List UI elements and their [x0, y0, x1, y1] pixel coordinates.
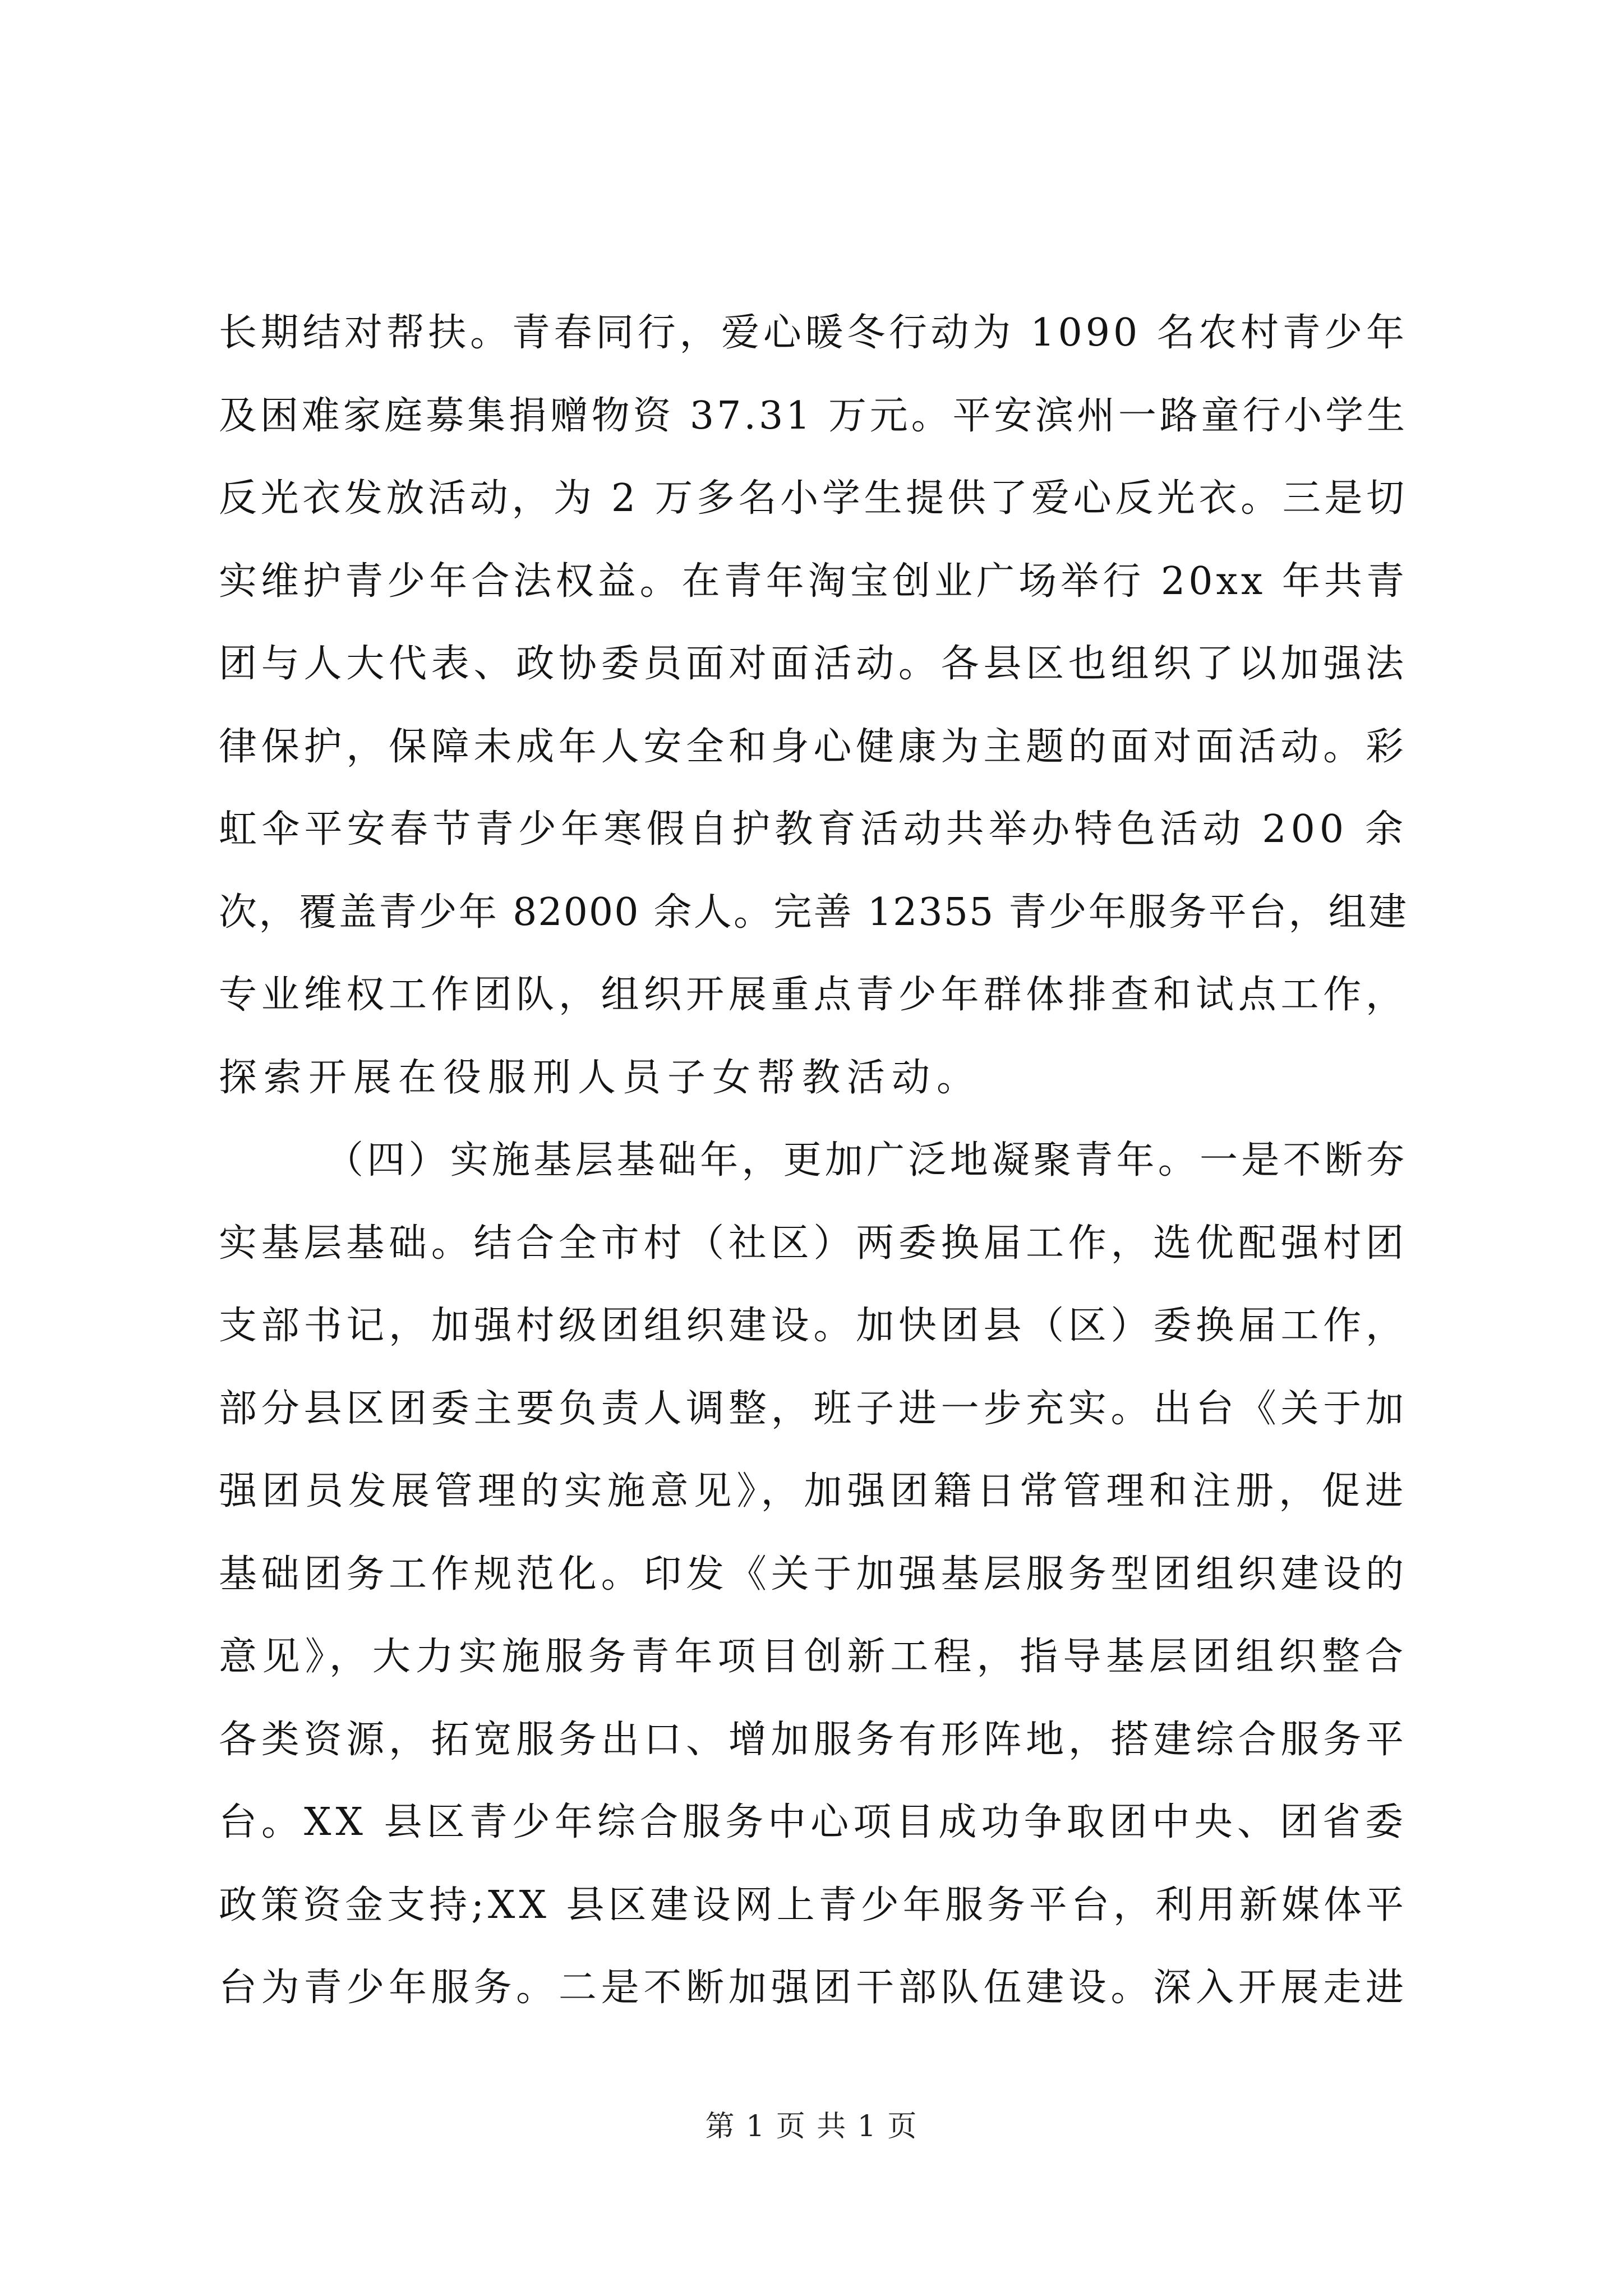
text-line: 实维护青少年合法权益。在青年淘宝创业广场举行 20xx 年共青 — [219, 559, 1408, 604]
text-line: 次，覆盖青少年 82000 余人。完善 12355 青少年服务平台，组建 — [219, 890, 1408, 935]
text-line: 反光衣发放活动，为 2 万多名小学生提供了爱心反光衣。三是切 — [219, 476, 1408, 521]
text-line: 意见》，大力实施服务青年项目创新工程，指导基层团组织整合 — [219, 1635, 1408, 1679]
text-line: 部分县区团委主要负责人调整，班子进一步充实。出台《关于加 — [219, 1386, 1408, 1431]
text-line: 律保护，保障未成年人安全和身心健康为主题的面对面活动。彩 — [219, 724, 1408, 769]
text-line: 长期结对帮扶。青春同行，爱心暖冬行动为 1090 名农村青少年 — [219, 311, 1408, 355]
text-line: 强团员发展管理的实施意见》，加强团籍日常管理和注册，促进 — [219, 1469, 1408, 1513]
text-line: 台。XX 县区青少年综合服务中心项目成功争取团中央、团省委 — [219, 1800, 1408, 1844]
text-line: 各类资源，拓宽服务出口、增加服务有形阵地，搭建综合服务平 — [219, 1717, 1408, 1762]
paragraph-start-line: （四）实施基层基础年，更加广泛地凝聚青年。一是不断夯 — [325, 1138, 1408, 1182]
text-line: 团与人大代表、政协委员面对面活动。各县区也组织了以加强法 — [219, 642, 1408, 686]
text-line: 虹伞平安春节青少年寒假自护教育活动共举办特色活动 200 余 — [219, 807, 1408, 852]
document-body — [219, 292, 1408, 2030]
text-line: 支部书记，加强村级团组织建设。加快团县（区）委换届工作， — [219, 1304, 1408, 1348]
text-line: 政策资金支持;XX 县区建设网上青少年服务平台，利用新媒体平 — [219, 1883, 1408, 1927]
page-footer: 第 1 页 共 1 页 — [705, 2110, 918, 2143]
text-line: 探索开展在役服刑人员子女帮教活动。 — [219, 1055, 982, 1100]
text-line: 台为青少年服务。二是不断加强团干部队伍建设。深入开展走进 — [219, 1966, 1408, 2010]
text-line: 专业维权工作团队，组织开展重点青少年群体排查和试点工作， — [219, 973, 1408, 1017]
text-line: 基础团务工作规范化。印发《关于加强基层服务型团组织建设的 — [219, 1552, 1408, 1596]
text-line: 实基层基础。结合全市村（社区）两委换届工作，选优配强村团 — [219, 1221, 1408, 1266]
text-line: 及困难家庭募集捐赠物资 37.31 万元。平安滨州一路童行小学生 — [219, 393, 1408, 438]
